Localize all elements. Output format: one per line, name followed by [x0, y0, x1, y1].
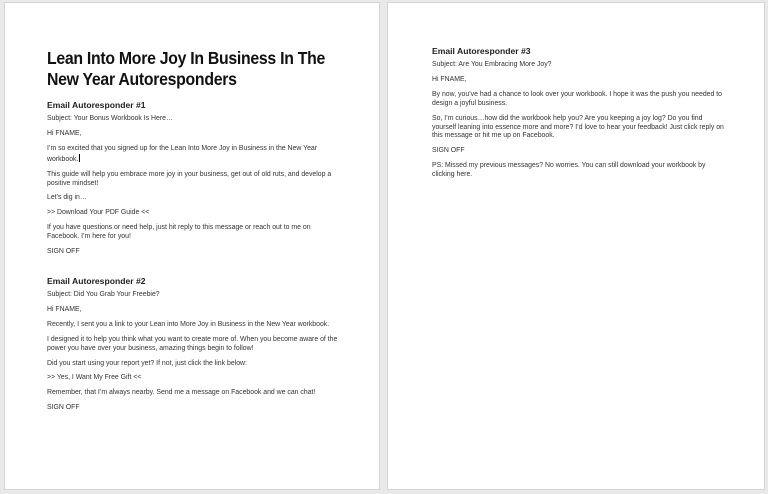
text-cursor [79, 154, 80, 162]
autoresponder-3-ps: PS: Missed my previous messages? No worries. You can still download your workbook by clicking here. [432, 162, 706, 179]
autoresponder-1-greeting: Hi FNAME, [47, 129, 82, 137]
autoresponder-1-heading: Email Autoresponder #1 [47, 100, 146, 110]
autoresponder-1-intro[interactable] [47, 145, 339, 165]
page-2-content [388, 3, 764, 186]
autoresponder-2-signoff: SIGN OFF [47, 404, 80, 412]
document-title: Lean Into More Joy In Business In The New Year Autoresponders [47, 48, 325, 89]
autoresponder-1-signoff: SIGN OFF [47, 248, 80, 256]
autoresponder-1-help: If you have questions or need help, just hit reply to this message or reach out to me on Facebook. I’m here for you! [47, 224, 311, 241]
autoresponder-1-guide: This guide will help you embrace more joy in your business, get out of old ruts, and develop a positive mindset! [47, 170, 332, 187]
autoresponder-2-subject: Subject: Did You Grab Your Freebie? [47, 290, 160, 298]
autoresponder-3-signoff: SIGN OFF [432, 147, 465, 155]
document-page-2 [387, 2, 765, 490]
autoresponder-2-greeting: Hi FNAME, [47, 305, 82, 313]
autoresponder-2-gift-link[interactable]: >> Yes, I Want My Free Gift << [47, 374, 142, 382]
autoresponder-1-dig-in: Let’s dig in… [47, 194, 87, 202]
autoresponder-3-heading: Email Autoresponder #3 [432, 46, 531, 56]
autoresponder-2-designed: I designed it to help you think what you want to create more of. When you become aware of the power you have over your business, amazing things begin to follow! [47, 335, 338, 352]
autoresponder-3-by-now: By now, you’ve had a chance to look over your workbook. I hope it was the push you needed to design a joyful business. [432, 90, 722, 107]
document-page-1 [4, 2, 380, 490]
autoresponder-2-remember: Remember, that I’m always nearby. Send me a message on Facebook and we can chat! [47, 389, 316, 397]
autoresponder-2-start: Did you start using your report yet? If not, just click the link below: [47, 359, 247, 367]
autoresponder-3-subject: Subject: Are You Embracing More Joy? [432, 61, 552, 68]
autoresponder-2-recently: Recently, I sent you a link to your Lean into More Joy in Business in the New Year workbook. [47, 320, 330, 328]
page-1-content [5, 3, 379, 419]
autoresponder-3-curious: So, I’m curious…how did the workbook help you? Are you keeping a joy log? Do you find yourself leaning into essence more and more? I’d love to hear your feedback! Just click reply on this message or hit me up on Facebook. [432, 114, 724, 140]
autoresponder-1-subject: Subject: Your Bonus Workbook Is Here… [47, 115, 173, 122]
autoresponder-1-download-link[interactable]: >> Download Your PDF Guide << [47, 209, 150, 217]
section-gap [47, 263, 339, 276]
autoresponder-2-heading: Email Autoresponder #2 [47, 275, 146, 286]
autoresponder-3-greeting: Hi FNAME, [432, 75, 467, 83]
autoresponder-1-intro-text: I’m so excited that you signed up for the Lean Into More Joy in Business in the New Year workbook. [47, 144, 318, 163]
